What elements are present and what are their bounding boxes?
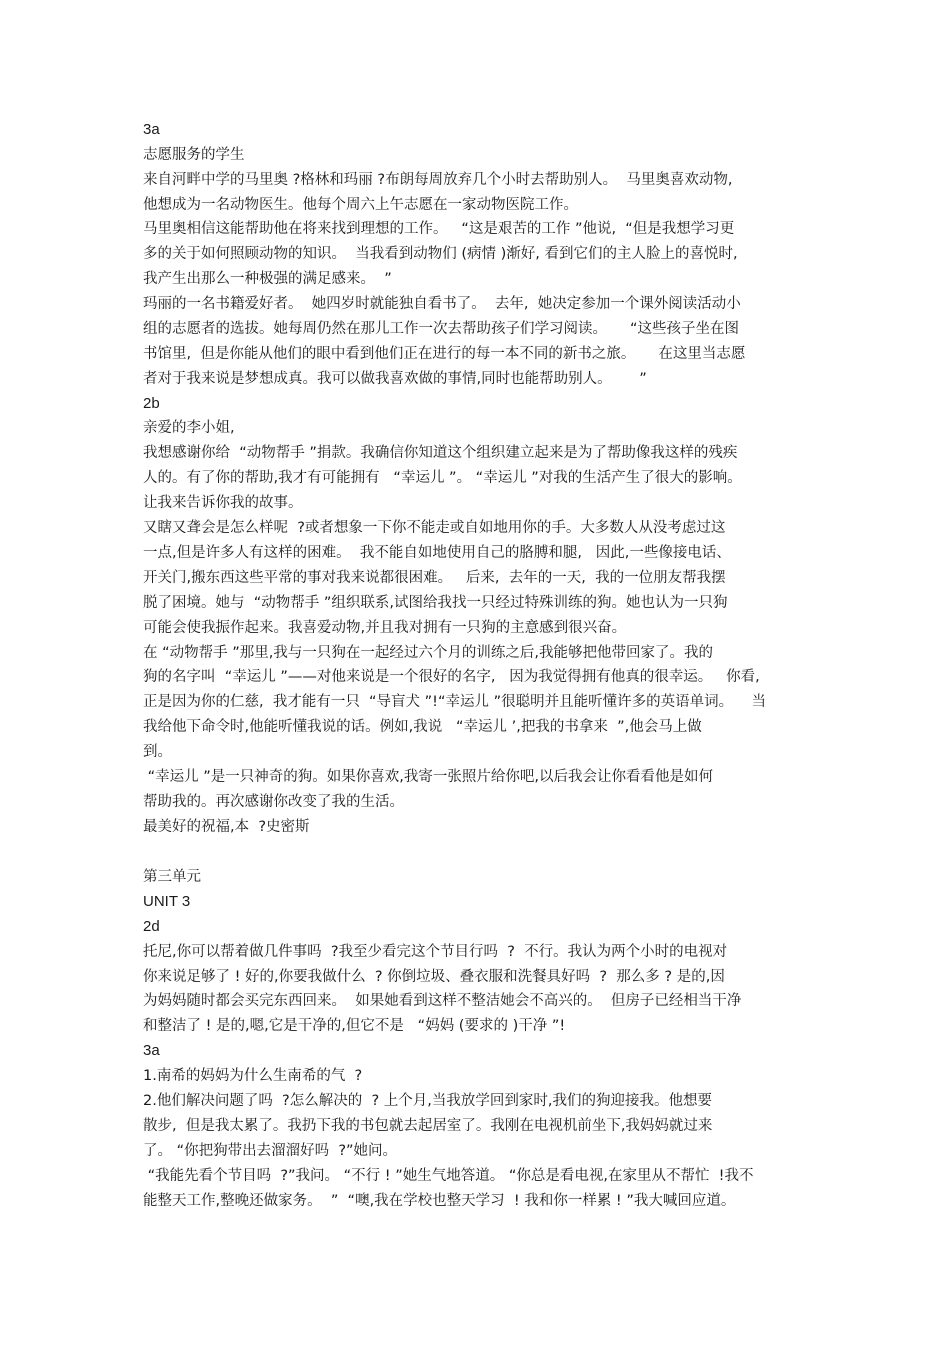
- text-line: 组的志愿者的选拔。她每周仍然在那儿工作一次去帮助孩子们学习阅读。 “这些孩子坐在图: [143, 321, 740, 337]
- text-line: 我产生出那么一种极强的满足感来。 ”: [143, 271, 392, 287]
- text-line: 和整洁了 ! 是的,嗯,它是干净的,但它不是 “妈妈 (要求的 )干净 ”!: [143, 1018, 566, 1034]
- text-line: 马里奥相信这能帮助他在将来找到理想的工作。 “这是艰苦的工作 ”他说, “但是我想学习更: [143, 221, 735, 237]
- letter-salutation: 亲爱的李小姐,: [143, 420, 235, 436]
- text-line: 帮助我的。再次感谢你改变了我的生活。: [143, 794, 404, 810]
- text-line: 你来说足够了 ! 好的,你要我做什么 ? 你倒垃圾、叠衣服和洗餐具好吗 ? 那么多 ? 是的,因: [143, 969, 725, 985]
- text-line: 玛丽的一名书籍爱好者。 她四岁时就能独自看书了。 去年, 她决定参加一个课外阅读活动小: [143, 296, 741, 312]
- text-line: 为妈妈随时都会买完东西回来。 如果她看到这样不整洁她会不高兴的。 但房子已经相当干净: [143, 993, 742, 1009]
- unit-heading: UNIT 3: [143, 893, 191, 910]
- text-line: 来自河畔中学的马里奥 ?格林和玛丽 ?布朗每周放弃几个小时去帮助别人。 马里奥喜欢动物,: [143, 172, 733, 188]
- text-line: 多的关于如何照顾动物的知识。 当我看到动物们 (病情 )渐好, 看到它们的主人脸上的喜悦时,: [143, 246, 738, 262]
- section-heading-2d: 2d: [143, 918, 160, 935]
- text-line: 狗的名字叫 “幸运儿 ”——对他来说是一个很好的名字, 因为我觉得拥有他真的很幸运。 你看,: [143, 669, 760, 685]
- text-line: 一点,但是许多人有这样的困难。 我不能自如地使用自己的胳膊和腿, 因此,一些像接电话、: [143, 545, 731, 561]
- text-line: 脱了困境。她与 “动物帮手 ”组织联系,试图给我找一只经过特殊训练的狗。她也认为一只狗: [143, 595, 728, 611]
- text-line: 散步, 但是我太累了。我扔下我的书包就去起居室了。我刚在电视机前坐下,我妈妈就过来: [143, 1118, 713, 1134]
- text-line: 可能会使我振作起来。我喜爱动物,并且我对拥有一只狗的主意感到很兴奋。: [143, 620, 627, 636]
- text-line: “幸运儿 ”是一只神奇的狗。如果你喜欢,我寄一张照片给你吧,以后我会让你看看他是如何: [143, 769, 713, 785]
- text-line: “我能先看个节目吗 ?”我问。 “不行 ! ”她生气地答道。 “你总是看电视,在家里从不帮忙 !我不: [143, 1168, 754, 1184]
- section-heading-2b: 2b: [143, 395, 160, 412]
- section-heading-3a: 3a: [143, 121, 160, 138]
- text-line: 他想成为一名动物医生。他每个周六上午志愿在一家动物医院工作。: [143, 197, 578, 213]
- text-line: 书馆里, 但是你能从他们的眼中看到他们正在进行的每一本不同的新书之旅。 在这里当志愿: [143, 346, 746, 362]
- passage-title: 志愿服务的学生: [143, 147, 245, 163]
- question-1: 1.南希的妈妈为什么生南希的气 ?: [143, 1068, 363, 1084]
- text-line: 人的。有了你的帮助,我才有可能拥有 “幸运儿 ”。 “幸运儿 ”对我的生活产生了很大的影响。: [143, 470, 742, 486]
- text-line: 我想感谢你给 “动物帮手 ”捐款。我确信你知道这个组织建立起来是为了帮助像我这样的残疾: [143, 445, 738, 461]
- text-line: 开关门,搬东西这些平常的事对我来说都很困难。 后来, 去年的一天, 我的一位朋友帮我摆: [143, 570, 726, 586]
- text-line: 到。: [143, 744, 172, 760]
- text-line: 正是因为你的仁慈, 我才能有一只 “导盲犬 ”!“幸运儿 ”很聪明并且能听懂许多的英语单词。 当: [143, 694, 767, 710]
- text-line: 在 “动物帮手 ”那里,我与一只狗在一起经过六个月的训练之后,我能够把他带回家了。我的: [143, 645, 713, 661]
- text-line: 我给他下命令时,他能听懂我说的话。例如,我说 “幸运儿 ’,把我的书拿来 ”,他会马上做: [143, 719, 702, 735]
- letter-signature: 最美好的祝福,本 ?史密斯: [143, 819, 310, 835]
- section-heading-3a-unit3: 3a: [143, 1042, 160, 1059]
- text-line: 了。 “你把狗带出去溜溜好吗 ?”她问。: [143, 1143, 398, 1159]
- text-line: 让我来告诉你我的故事。: [143, 495, 303, 511]
- text-line: 又瞎又聋会是怎么样呢 ?或者想象一下你不能走或自如地用你的手。大多数人从没考虑过这: [143, 520, 726, 536]
- text-line: 2.他们解决问题了吗 ?怎么解决的 ? 上个月,当我放学回到家时,我们的狗迎接我。他想要: [143, 1093, 712, 1109]
- text-line: 托尼,你可以帮着做几件事吗 ?我至少看完这个节目行吗 ? 不行。我认为两个小时的电视对: [143, 944, 728, 960]
- text-line: 能整天工作,整晚还做家务。 ” “噢,我在学校也整天学习 ! 我和你一样累 ! ”我大喊回应道。: [143, 1193, 736, 1209]
- unit-title: 第三单元: [143, 869, 201, 885]
- text-line: 者对于我来说是梦想成真。我可以做我喜欢做的事情,同时也能帮助别人。 ”: [143, 371, 647, 387]
